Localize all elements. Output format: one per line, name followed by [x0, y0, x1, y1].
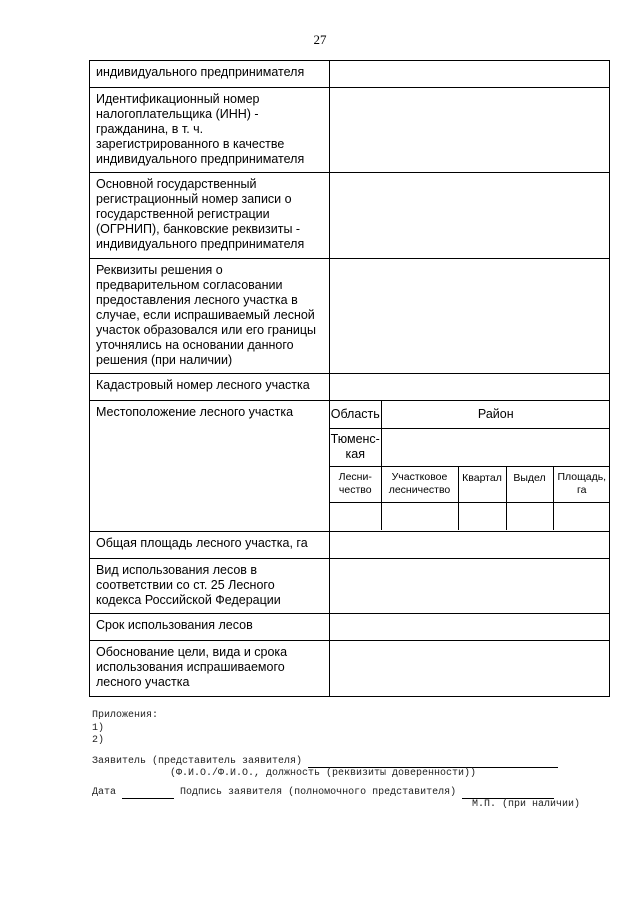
attachments-label: Приложения: — [92, 710, 159, 721]
vydel-field[interactable] — [506, 502, 553, 530]
date-field[interactable] — [122, 788, 174, 799]
subheader-ploshchad: Площадь, га — [553, 466, 610, 502]
page-number: 27 — [313, 32, 327, 47]
applicant-signature-field[interactable] — [308, 757, 558, 768]
row-value-field[interactable] — [330, 559, 610, 614]
row-label: индивидуального предпринимателя — [90, 61, 330, 88]
row-label: Общая площадь лесного участка, га — [90, 532, 330, 559]
location-label: Местоположение лесного участка — [90, 401, 330, 532]
location-grid-cell — [330, 401, 610, 532]
oblast-value[interactable]: Тюменс-кая — [330, 428, 381, 466]
row-value-field[interactable] — [330, 259, 610, 374]
lesnichestvo-field[interactable] — [330, 502, 381, 530]
table-row — [90, 88, 610, 173]
row-label: Вид использования лесов в соответствии со ст. 25 Лесного кодекса Российской Федерации — [90, 559, 330, 614]
row-value-field[interactable] — [330, 641, 610, 697]
row-label: Срок использования лесов — [90, 614, 330, 641]
subheader-kvartal: Квартал — [458, 466, 506, 502]
row-label: Основной государственный регистрационный номер записи о государственной регистрации (ОГРНИП), банковские реквизиты - индивидуального предпринимателя — [90, 173, 330, 259]
location-grid — [330, 401, 610, 530]
table-row — [90, 614, 610, 641]
date-label: Дата — [92, 786, 117, 798]
row-value-field[interactable] — [330, 173, 610, 259]
table-row — [90, 259, 610, 374]
table-row — [90, 173, 610, 259]
row-label: Кадастровый номер лесного участка — [90, 374, 330, 401]
applicant-line — [92, 756, 612, 769]
oblast-header: Область — [330, 401, 381, 428]
table-row — [90, 532, 610, 559]
subheader-lesnichestvo: Лесни-чество — [330, 466, 381, 502]
date-signature-line — [92, 787, 612, 800]
row-label: Реквизиты решения о предварительном согласовании предоставления лесного участка в случае, если испрашиваемый лесной участок образовался или его границы уточнялись на основании данного решения (при наличии) — [90, 259, 330, 374]
location-row — [90, 401, 610, 532]
stamp-label: М.П. (при наличии) — [471, 799, 580, 810]
table-row — [90, 641, 610, 697]
ploshchad-field[interactable] — [553, 502, 610, 530]
table-row — [90, 559, 610, 614]
form-footer — [92, 710, 612, 812]
row-label: Обоснование цели, вида и срока использования испрашиваемого лесного участка — [90, 641, 330, 697]
signature-label: Подпись заявителя (полномочного представителя) — [180, 786, 457, 798]
row-value-field[interactable] — [330, 614, 610, 641]
rayon-value-field[interactable] — [381, 428, 610, 466]
row-label: Идентификационный номер налогоплательщика (ИНН) - гражданина, в т. ч. зарегистрированного в качестве индивидуального предпринимателя — [90, 88, 330, 173]
row-value-field[interactable] — [330, 61, 610, 88]
row-value-field[interactable] — [330, 374, 610, 401]
table-row — [90, 374, 610, 401]
applicant-caption: (Ф.И.О./Ф.И.О., должность (реквизиты доверенности)) — [170, 768, 477, 779]
kvartal-field[interactable] — [458, 502, 506, 530]
signature-field[interactable] — [462, 788, 554, 799]
table-row — [90, 61, 610, 88]
applicant-label: Заявитель (представитель заявителя) — [92, 755, 303, 767]
attachment-item: 1) — [92, 722, 105, 734]
attachment-item: 2) — [92, 735, 105, 746]
uchastkovoe-lesnichestvo-field[interactable] — [381, 502, 458, 530]
row-value-field[interactable] — [330, 88, 610, 173]
row-value-field[interactable] — [330, 532, 610, 559]
rayon-header: Район — [381, 401, 610, 428]
application-form-table — [89, 60, 610, 697]
subheader-vydel: Выдел — [506, 466, 553, 502]
subheader-uchastkovoe-lesnichestvo: Участковое лесничество — [381, 466, 458, 502]
